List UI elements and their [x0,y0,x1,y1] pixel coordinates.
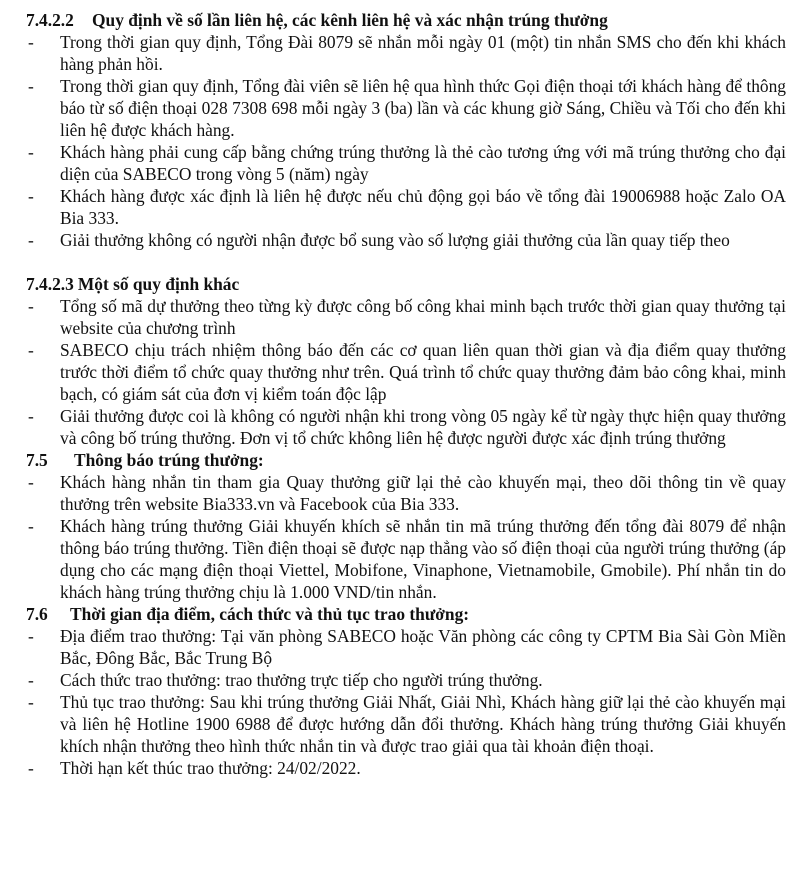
bullet-dash: - [28,472,34,492]
list-item-text: Thủ tục trao thưởng: Sau khi trúng thưởng Giải Nhất, Giải Nhì, Khách hàng giữ lại thẻ cào khuyến mại và liên hệ Hotline 1900 6988 để được hướng dẫn đổi thưởng. Khách hàng trúng thưởng Giải khuyến khích nhận thưởng theo hình thức nhắn tin và được trao giải qua tài khoản điện thoại. [60,692,786,756]
bullet-dash: - [28,32,34,52]
bullet-dash: - [28,186,34,206]
list-item [26,185,786,229]
section-heading-7-4-2-2 [26,9,786,31]
bullet-dash: - [28,230,34,250]
list-item-text: Khách hàng được xác định là liên hệ được nếu chủ động gọi báo về tổng đài 19006988 hoặc Zalo OA Bia 333. [60,186,786,228]
section-title: Thời gian địa điểm, cách thức và thủ tục trao thưởng: [70,604,470,624]
list-item [26,669,786,691]
list-item-text: Địa điểm trao thưởng: Tại văn phòng SABECO hoặc Văn phòng các công ty CPTM Bia Sài Gòn Miền Bắc, Đông Bắc, Bắc Trung Bộ [60,626,786,668]
list-item [26,141,786,185]
bullet-dash: - [28,296,34,316]
bullet-dash: - [28,142,34,162]
list-item-text: Trong thời gian quy định, Tổng Đài 8079 sẽ nhắn mỗi ngày 01 (một) tin nhắn SMS cho đến khi khách hàng phản hồi. [60,32,786,74]
section-heading-7-5 [26,449,786,471]
bullet-list [26,625,786,779]
list-item [26,405,786,449]
list-item-text: Khách hàng phải cung cấp bằng chứng trúng thưởng là thẻ cào tương ứng với mã trúng thưởng cho đại diện của SABECO trong vòng 5 (năm) ngày [60,142,786,184]
bullet-dash: - [28,516,34,536]
list-item [26,75,786,141]
bullet-dash: - [28,692,34,712]
list-item [26,471,786,515]
list-item-text: Cách thức trao thưởng: trao thưởng trực tiếp cho người trúng thưởng. [60,670,543,690]
list-item [26,515,786,603]
bullet-dash: - [28,670,34,690]
section-heading-7-4-2-3 [26,273,786,295]
list-item-text: Thời hạn kết thúc trao thưởng: 24/02/2022. [60,758,361,778]
bullet-dash: - [28,340,34,360]
section-number: 7.6 [26,604,48,624]
list-item [26,295,786,339]
section-title: Thông báo trúng thưởng: [74,450,264,470]
section-title: Quy định về số lần liên hệ, các kênh liên hệ và xác nhận trúng thưởng [92,10,608,30]
bullet-list [26,295,786,449]
bullet-list [26,31,786,251]
bullet-list [26,471,786,603]
list-item-text: Trong thời gian quy định, Tổng đài viên sẽ liên hệ qua hình thức Gọi điện thoại tới khách hàng để thông báo từ số điện thoại 028 7308 698 mỗi ngày 3 (ba) lần và các khung giờ Sáng, Chiều và Tối cho đến khi liên hệ được khách hàng. [60,76,786,140]
list-item [26,339,786,405]
section-number: 7.4.2.2 [26,10,74,30]
list-item-text: Khách hàng trúng thưởng Giải khuyến khích sẽ nhắn tin mã trúng thưởng đến tổng đài 8079 để nhận thông báo trúng thưởng. Tiền điện thoại sẽ được nạp thẳng vào số điện thoại của người trúng thưởng (áp dụng cho các mạng điện thoại Viettel, Mobifone, Vinaphone, Vietnamobile, Gmobile). Phí nhắn tin do khách hàng trúng thưởng chịu là 1.000 VND/tin nhắn. [60,516,786,602]
section-title: Một số quy định khác [77,274,240,294]
bullet-dash: - [28,406,34,426]
bullet-dash: - [28,76,34,96]
list-item-text: Giải thưởng không có người nhận được bổ sung vào số lượng giải thưởng của lần quay tiếp theo [60,230,730,250]
blank-line [26,251,786,273]
list-item-text: SABECO chịu trách nhiệm thông báo đến các cơ quan liên quan thời gian và địa điểm quay thưởng trước thời điểm tổ chức quay thưởng như trên. Quá trình tổ chức quay thưởng đảm bảo công khai, minh bạch, có giám sát của đơn vị kiểm toán độc lập [60,340,786,404]
list-item-text: Tổng số mã dự thưởng theo từng kỳ được công bố công khai minh bạch trước thời gian quay thưởng tại website của chương trình [60,296,786,338]
list-item [26,757,786,779]
list-item-text: Giải thưởng được coi là không có người nhận khi trong vòng 05 ngày kể từ ngày thực hiện quay thưởng và công bố trúng thưởng. Đơn vị tổ chức không liên hệ được người được xác định trúng thưởng [60,406,786,448]
section-number: 7.4.2.3 [26,274,74,294]
section-heading-7-6 [26,603,786,625]
bullet-dash: - [28,758,34,778]
bullet-dash: - [28,626,34,646]
list-item [26,691,786,757]
list-item-text: Khách hàng nhắn tin tham gia Quay thưởng giữ lại thẻ cào khuyến mại, theo dõi thông tin về quay thưởng trên website Bia333.vn và Facebook của Bia 333. [60,472,786,514]
list-item [26,229,786,251]
list-item [26,625,786,669]
section-number: 7.5 [26,450,48,470]
list-item [26,31,786,75]
